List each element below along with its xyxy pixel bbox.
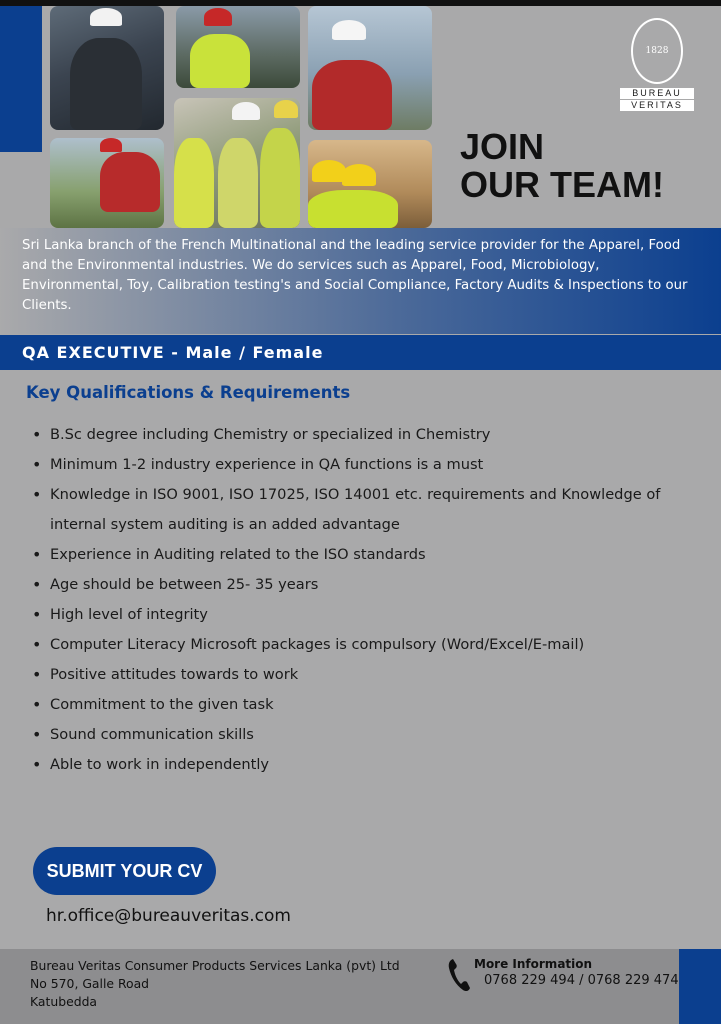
photo-wind-turbine-inspector <box>308 6 432 130</box>
address-line-2: Katubedda <box>30 994 98 1009</box>
requirement-item: • Able to work in independently <box>30 750 690 780</box>
requirement-item: • Age should be between 25- 35 years <box>30 570 690 600</box>
photo-worker-hi-vis <box>176 6 300 88</box>
requirement-item: • Experience in Auditing related to the ISO standards <box>30 540 690 570</box>
address-line-1: No 570, Galle Road <box>30 976 150 991</box>
requirement-item: • High level of integrity <box>30 600 690 630</box>
company-name: Bureau Veritas Consumer Products Services Lanka (pvt) Ltd <box>30 958 400 973</box>
phone-numbers[interactable]: 0768 229 494 / 0768 229 474 <box>484 973 679 988</box>
photo-team-with-plans <box>174 98 300 228</box>
submit-cv-button[interactable]: SUBMIT YOUR CV <box>33 847 216 895</box>
more-information-label: More Information <box>474 957 593 971</box>
position-title: QA EXECUTIVE - Male / Female <box>22 343 324 362</box>
logo-emblem-year: 1828 <box>645 46 669 56</box>
hero-line-2: OUR TEAM! <box>460 164 664 205</box>
requirement-item: • Computer Literacy Microsoft packages is compulsory (Word/Excel/E-mail) <box>30 630 690 660</box>
requirements-list <box>30 420 690 780</box>
phone-icon <box>446 957 472 993</box>
contact-email-link[interactable]: hr.office@bureauveritas.com <box>46 906 291 926</box>
requirements-heading: Key Qualifications & Requirements <box>26 383 351 402</box>
requirement-item: • Knowledge in ISO 9001, ISO 17025, ISO 14001 etc. requirements and Knowledge of internal system auditing is an added advantage <box>30 480 690 540</box>
bureau-veritas-logo <box>620 18 694 112</box>
photo-construction-site <box>308 140 432 228</box>
photo-turbine-technician <box>50 138 164 228</box>
left-accent-bar <box>0 6 42 152</box>
position-title-bar <box>0 335 721 370</box>
requirement-item: • Positive attitudes towards to work <box>30 660 690 690</box>
requirement-item: • Commitment to the given task <box>30 690 690 720</box>
hero-line-1: JOIN <box>460 126 545 167</box>
footer <box>0 949 721 1024</box>
company-intro-text: Sri Lanka branch of the French Multinational and the leading service provider for the Apparel, Food and the Environmental industries. We do services such as Apparel, Food, Microbiology, Environmental, Toy, Calibration testing's and Social Compliance, Factory Audits & Inspections to our Clients. <box>22 238 688 313</box>
company-intro-band <box>0 228 721 334</box>
photo-engineer-with-tablet <box>50 6 164 130</box>
logo-text-bureau: BUREAU <box>620 88 694 99</box>
requirement-item: • Sound communication skills <box>30 720 690 750</box>
logo-emblem <box>631 18 683 84</box>
logo-text-veritas: VERITAS <box>620 100 694 111</box>
company-address <box>30 957 400 1011</box>
footer-accent-bar <box>679 949 721 1024</box>
join-our-team-heading <box>460 128 664 204</box>
requirement-item: • B.Sc degree including Chemistry or specialized in Chemistry <box>30 420 690 450</box>
requirement-item: • Minimum 1-2 industry experience in QA functions is a must <box>30 450 690 480</box>
